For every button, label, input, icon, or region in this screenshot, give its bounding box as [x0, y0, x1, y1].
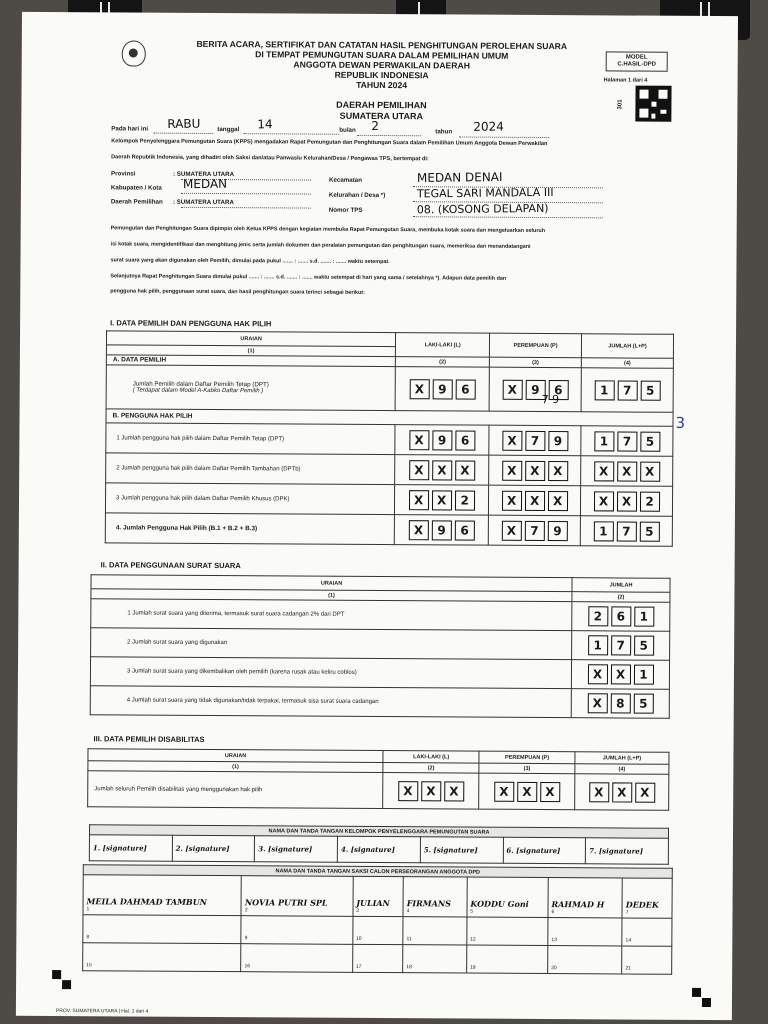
s1-a-row-sub: ( Terdapat dalam Model A-Kabko Daftar Pemilih ): [132, 387, 264, 395]
paragraph-line-2: isi kotak suara, mengidentifikasi dan menghitung jenis serta jumlah dokumen dan peralatan pemungutan dan penghitungan suara, memeriksa dan menandatangani: [110, 241, 531, 250]
hari-label: Pada hari ini: [111, 125, 149, 133]
saksi-cell: [353, 876, 404, 916]
digit-box: 5: [633, 694, 653, 714]
s3-num-3: (3): [479, 763, 575, 774]
kpps-signature: 2. [signature]: [175, 843, 230, 854]
digit-box: 1: [633, 665, 653, 685]
digit-box: 7: [611, 635, 631, 655]
row-laki: [395, 425, 489, 456]
digit-box: X: [540, 781, 560, 801]
saksi-cell: [622, 878, 672, 918]
digit-box: X: [548, 491, 568, 511]
row-label: 4 Jumlah surat suara yang tidak digunakan/tidak terpakai, termasuk sisa surat suara cadangan: [90, 686, 571, 718]
s3-col-jumlah: JUMLAH (L+P): [575, 752, 669, 765]
digit-box: 7: [617, 431, 637, 451]
s2-rows: [90, 599, 670, 719]
digit-box: 6: [454, 520, 474, 540]
saksi-name: NOVIA PUTRI SPL: [244, 897, 328, 908]
section-3-title: III. DATA PEMILIH DISABILITAS: [93, 734, 205, 744]
table-row: [90, 686, 669, 719]
digit-box: X: [525, 490, 545, 510]
row-jumlah: [572, 602, 670, 632]
intro-sentence-2: Daerah Republik Indonesia, yang dihadiri oleh Saksi dan/atau Panwaslu Kelurahan/Desa / Pengawas TPS, bertempat di:: [111, 154, 429, 163]
row-label: 2 Jumlah pengguna hak pilih dalam Daftar Pemilih Tambahan (DPTb): [106, 453, 395, 485]
registration-mark: [692, 988, 701, 997]
model-code: C.HASIL-DPD: [617, 61, 657, 68]
s1-a-row-label-cell: [106, 365, 395, 411]
row-laki: [395, 485, 489, 516]
table-row: [105, 483, 672, 516]
section-3-table: [87, 748, 669, 811]
section-2-table: [90, 574, 671, 719]
saksi-number: 13: [551, 937, 557, 944]
s3-num-2: (2): [383, 763, 479, 774]
s1-col-perempuan: PEREMPUAN (P): [490, 333, 582, 358]
model-box: [606, 51, 668, 71]
digit-box: 9: [432, 379, 452, 399]
digit-box: 6: [548, 380, 568, 400]
s1-col-laki: LAKI-LAKI (L): [396, 333, 490, 358]
digit-box: 9: [525, 379, 545, 399]
bulan-value: 2: [371, 118, 380, 134]
digit-box: 2: [639, 491, 659, 511]
s1-a-perempuan-correction: 7 9: [541, 392, 560, 407]
saksi-number: 10: [355, 935, 362, 942]
digit-box: 6: [455, 430, 475, 450]
saksi-row: [83, 915, 672, 947]
kpps-signature: 3. [signature]: [258, 844, 313, 854]
table-row: [105, 513, 672, 546]
digit-box: X: [502, 379, 522, 399]
table-row: [91, 599, 670, 632]
saksi-number: 1: [86, 906, 90, 913]
digit-box: 5: [640, 431, 660, 451]
section-1-title: I. DATA PEMILIH DAN PENGGUNA HAK PILIH: [110, 318, 272, 329]
digit-box: 6: [455, 379, 475, 399]
page-indicator: Halaman 1 dari 4: [603, 77, 648, 84]
s1-b-rows: [105, 423, 673, 546]
kecamatan-label: Kecamatan: [328, 176, 363, 184]
saksi-cell: [548, 946, 622, 974]
s1-a-jumlah-note: 3: [675, 413, 686, 432]
digit-box: X: [587, 664, 607, 684]
section-1-table: [105, 330, 674, 546]
row-perempuan: [489, 455, 581, 486]
saksi-cell: [83, 875, 242, 916]
saksi-number: 8: [86, 934, 90, 941]
saksi-cell: [548, 878, 622, 918]
saksi-number: 9: [244, 935, 248, 942]
digit-box: 1: [588, 635, 608, 655]
footer-left: PROV. SUMATERA UTARA | Hal. 1 dari 4: [55, 1008, 149, 1015]
saksi-cell: [467, 917, 548, 945]
saksi-cell: [83, 915, 241, 944]
digit-box: X: [409, 379, 429, 399]
digit-box: X: [502, 490, 522, 510]
header-line-4: REPUBLIK INDONESIA: [334, 69, 429, 81]
digit-box: X: [432, 460, 452, 480]
dapil-label: DAERAH PEMILIHAN: [336, 99, 427, 111]
saksi-number: 7: [625, 909, 629, 916]
saksi-cell: [352, 916, 403, 944]
row-label: 2 Jumlah surat suara yang digunakan: [91, 628, 572, 660]
digit-box: X: [432, 490, 452, 510]
digit-box: X: [635, 782, 655, 802]
kpps-signature-cell: [89, 835, 172, 862]
digit-box: X: [612, 782, 632, 802]
header-line-1: BERITA ACARA, SERTIFIKAT DAN CATATAN HASIL PENGHITUNGAN PEROLEHAN SUARA: [196, 38, 568, 52]
digit-box: 1: [594, 380, 614, 400]
kpps-signature-cell: [172, 835, 255, 862]
kabkota-label: Kabupaten / Kota: [110, 184, 162, 192]
row-label: 3 Jumlah surat suara yang dikembalikan oleh pemilih (karena rusak atau keliru coblos): [90, 657, 571, 689]
s2-num-2: (2): [572, 592, 670, 603]
kpps-signature: 7. [signature]: [589, 846, 644, 856]
row-jumlah: [580, 486, 672, 517]
section-2-title: II. DATA PENGGUNAAN SURAT SUARA: [100, 560, 241, 571]
saksi-number: 14: [625, 937, 632, 944]
saksi-number: 21: [625, 965, 631, 972]
digit-box: X: [517, 781, 537, 801]
kpps-signature-row: [89, 835, 668, 865]
saksi-rows: [83, 875, 673, 975]
table-row: [106, 423, 673, 456]
kelurahan-value: TEGAL SARI MANDALA III: [416, 185, 554, 201]
s1-a-jumlah: [581, 368, 673, 413]
row-label: 1 Jumlah surat suara yang diterima, termasuk surat suara cadangan 2% dari DPT: [91, 599, 572, 631]
header-line-2: DI TEMPAT PEMUNGUTAN SUARA DALAM PEMILIHAN UMUM: [255, 49, 509, 61]
saksi-cell: [403, 917, 467, 945]
digit-box: 9: [547, 521, 567, 541]
digit-box: X: [610, 664, 630, 684]
provinsi-label: Provinsi: [110, 170, 136, 178]
kpps-title: NAMA DAN TANDA TANGAN KELOMPOK PENYELENGGARA PEMUNGUTAN SUARA: [89, 825, 668, 839]
tanggal-value: 14: [257, 117, 273, 132]
saksi-row: [83, 875, 672, 919]
s1-num-4: (4): [581, 358, 673, 369]
digit-box: X: [494, 781, 514, 801]
saksi-number: 17: [355, 963, 362, 970]
s2-col-uraian: URAIAN: [91, 575, 572, 592]
saksi-number: 6: [551, 909, 555, 916]
digit-box: X: [548, 461, 568, 481]
s3-row-label: Jumlah seluruh Pemilih disabilitas yang menggunakan hak pilih: [88, 771, 383, 809]
s1-num-1: (1): [106, 345, 395, 357]
row-label: 1 Jumlah pengguna hak pilih dalam Daftar Pemilih Tetap (DPT): [106, 423, 395, 455]
registration-mark: [52, 970, 61, 979]
dapil-heading: [151, 99, 611, 124]
header-line-5: TAHUN 2024: [356, 79, 408, 91]
s1-col-jumlah: JUMLAH (L+P): [581, 334, 673, 359]
row-perempuan: [489, 425, 581, 456]
digit-box: 5: [634, 636, 654, 656]
form-page: [16, 12, 738, 1020]
s1-a-laki: [395, 367, 489, 412]
digit-box: X: [455, 460, 475, 480]
form-header: [152, 39, 612, 92]
paragraph-line-5: pengguna hak pilih, penggunaan surat suara, dan hasil penghitungan suara terinci sebagai berikut:: [110, 288, 365, 296]
row-jumlah: [572, 631, 670, 661]
digit-box: X: [617, 461, 637, 481]
saksi-cell: [241, 944, 352, 973]
digit-box: 7: [524, 520, 544, 540]
digit-box: 9: [431, 520, 451, 540]
row-jumlah: [571, 660, 669, 690]
saksi-cell: [467, 877, 548, 917]
saksi-number: 15: [86, 962, 92, 969]
row-jumlah: [580, 516, 672, 547]
kecamatan-value: MEDAN DENAI: [416, 170, 503, 185]
saksi-signature-table: [82, 864, 673, 975]
row-label: 3 Jumlah pengguna hak pilih dalam Daftar Pemilih Khusus (DPK): [105, 483, 394, 515]
kelurahan-label: Kelurahan / Desa *): [328, 191, 386, 200]
saksi-name: MEILA DAHMAD TAMBUN: [86, 896, 208, 907]
digit-box: 9: [432, 430, 452, 450]
paragraph-line-3: surat suara yang akan digunakan oleh Pemilih, dimulai pada pukul ....... : ....... s.d. ....... : ....... waktu setempat.: [110, 257, 390, 266]
saksi-number: 18: [406, 964, 412, 971]
row-jumlah: [581, 456, 673, 487]
tahun-label: tahun: [435, 128, 453, 136]
s3-num-1: (1): [88, 761, 383, 773]
kpps-signature: 6. [signature]: [506, 845, 561, 856]
row-laki: [394, 515, 488, 546]
digit-box: 7: [616, 521, 636, 541]
digit-box: X: [502, 460, 522, 480]
saksi-number: 11: [406, 936, 412, 943]
saksi-number: 12: [470, 936, 476, 943]
digit-box: X: [409, 490, 429, 510]
row-jumlah: [581, 426, 673, 457]
table-row: [106, 453, 673, 486]
saksi-cell: [548, 918, 622, 946]
saksi-number: 4: [406, 908, 410, 915]
saksi-name: JULIAN: [356, 897, 390, 909]
model-label: MODEL: [625, 54, 648, 61]
qr-code-icon: [635, 86, 671, 122]
digit-box: 6: [611, 606, 631, 626]
digit-box: X: [421, 781, 441, 801]
registration-mark: [62, 980, 71, 989]
saksi-cell: [466, 945, 547, 973]
digit-box: 7: [525, 430, 545, 450]
kpps-signature-cell: [503, 837, 586, 864]
saksi-cell: [622, 946, 672, 974]
saksi-cell: [622, 918, 672, 946]
digit-box: X: [444, 781, 464, 801]
digit-box: X: [640, 461, 660, 481]
s1-num-2: (2): [396, 357, 490, 368]
dapil-value: SUMATERA UTARA: [339, 110, 424, 122]
s3-col-uraian: URAIAN: [88, 749, 383, 763]
kpps-signature: 5. [signature]: [423, 845, 478, 855]
s3-jumlah: [575, 774, 669, 811]
kpps-signature-table: [89, 824, 669, 865]
digit-box: X: [502, 430, 522, 450]
digit-box: 5: [639, 521, 659, 541]
qr-number: 301: [617, 99, 624, 110]
kpps-signature-cell: [337, 836, 420, 863]
tanggal-label: tanggal: [217, 126, 240, 134]
kabkota-value: MEDAN: [182, 176, 228, 192]
s2-col-jumlah: JUMLAH: [572, 578, 670, 593]
row-perempuan: [489, 485, 581, 516]
digit-box: X: [525, 460, 545, 480]
digit-box: X: [593, 491, 613, 511]
saksi-number: 16: [244, 963, 251, 970]
digit-box: 7: [617, 380, 637, 400]
row-label: 4. Jumlah Pengguna Hak Pilih (B.1 + B.2 + B.3): [105, 513, 394, 545]
s1-a-title: A. DATA PEMILIH: [106, 355, 395, 367]
s1-a-perempuan: [489, 367, 581, 412]
table-row: [91, 628, 670, 661]
s2-num-1: (1): [91, 589, 572, 602]
intro-sentence-1: Kelompok Penyelenggara Pemungutan Suara (KPPS) mengadakan Rapat Pemungutan dan Penghitungan Suara dalam Pemilihan Umum Anggota Dewan Perwakilan: [111, 138, 548, 148]
table-row: [90, 657, 669, 690]
kpu-logo: [122, 40, 146, 66]
row-perempuan: [488, 515, 580, 546]
kpps-signature: 4. [signature]: [340, 844, 395, 855]
digit-box: X: [409, 430, 429, 450]
saksi-name: FIRMANS: [406, 898, 451, 909]
saksi-name: DEDEK: [625, 899, 659, 910]
daerah-pemilihan-label: Daerah Pemilihan: [110, 198, 163, 206]
header-line-3: ANGGOTA DEWAN PERWAKILAN DAERAH: [293, 59, 470, 71]
s1-num-3: (3): [489, 357, 581, 368]
saksi-cell: [83, 943, 241, 972]
paragraph-line-4: Selanjutnya Rapat Penghitungan Suara dimulai pukul ....... : ....... s.d. ....... : ....... waktu setempat di hari yang sama / setelahnya *). Adapun data pemilih dan: [110, 273, 507, 282]
digit-box: X: [408, 520, 428, 540]
digit-box: 9: [548, 431, 568, 451]
kpps-signature-cell: [255, 836, 338, 863]
s3-num-4: (4): [575, 764, 669, 775]
saksi-cell: [352, 944, 403, 972]
daerah-pemilihan-value: : SUMATERA UTARA: [172, 198, 234, 207]
tahun-value: 2024: [473, 119, 504, 134]
digit-box: 1: [634, 607, 654, 627]
saksi-row: [83, 943, 672, 975]
digit-box: X: [594, 461, 614, 481]
saksi-number: 19: [469, 964, 476, 971]
digit-box: X: [587, 693, 607, 713]
digit-box: 1: [593, 521, 613, 541]
saksi-number: 5: [470, 908, 474, 915]
digit-box: X: [501, 520, 521, 540]
saksi-name: RAHMAD H: [551, 899, 605, 910]
digit-box: X: [409, 460, 429, 480]
digit-box: 5: [640, 380, 660, 400]
saksi-number: 2: [244, 907, 248, 914]
saksi-cell: [403, 877, 467, 917]
provinsi-value: : SUMATERA UTARA: [172, 170, 235, 179]
saksi-number: 20: [551, 965, 557, 972]
kpps-signature: 1. [signature]: [92, 843, 147, 853]
tps-label: Nomor TPS: [328, 206, 363, 214]
paragraph-line-1: Pemungutan dan Penghitungan Suara dipimpin oleh Ketua KPPS dengan kegiatan membuka Rapat Pemungutan Suara, membuka kotak suara dan mengeluarkan seluruh: [110, 225, 546, 235]
s3-laki: [383, 773, 479, 810]
s3-col-perempuan: PEREMPUAN (P): [479, 751, 575, 764]
s1-b-title: B. PENGGUNA HAK PILIH: [106, 409, 673, 426]
saksi-cell: [241, 876, 353, 917]
s3-perempuan: [479, 773, 575, 810]
digit-box: 8: [610, 693, 630, 713]
tps-value: 08. (KOSONG DELAPAN): [416, 201, 549, 217]
s1-a-row-label: Jumlah Pemilih dalam Daftar Pemilih Tetap (DPT): [132, 380, 269, 389]
row-jumlah: [571, 689, 669, 719]
s1-col-uraian: URAIAN: [106, 331, 395, 347]
s3-col-laki: LAKI-LAKI (L): [383, 751, 479, 764]
digit-box: X: [589, 782, 609, 802]
saksi-number: 3: [356, 907, 359, 914]
saksi-cell: [403, 945, 467, 973]
digit-box: 2: [588, 606, 608, 626]
row-laki: [395, 455, 489, 486]
digit-box: X: [398, 781, 418, 801]
kpps-signature-cell: [420, 837, 503, 864]
digit-box: X: [616, 491, 636, 511]
saksi-title: NAMA DAN TANDA TANGAN SAKSI CALON PERSEORANGAN ANGGOTA DPD: [83, 865, 672, 879]
digit-box: 2: [455, 490, 475, 510]
registration-mark: [702, 998, 711, 1007]
digit-box: 1: [594, 431, 614, 451]
saksi-name: KODDU Goni: [470, 898, 529, 909]
bulan-label: bulan: [339, 126, 356, 134]
saksi-cell: [241, 916, 352, 945]
kpps-signature-cell: [586, 838, 669, 865]
hari-value: RABU: [167, 116, 201, 131]
